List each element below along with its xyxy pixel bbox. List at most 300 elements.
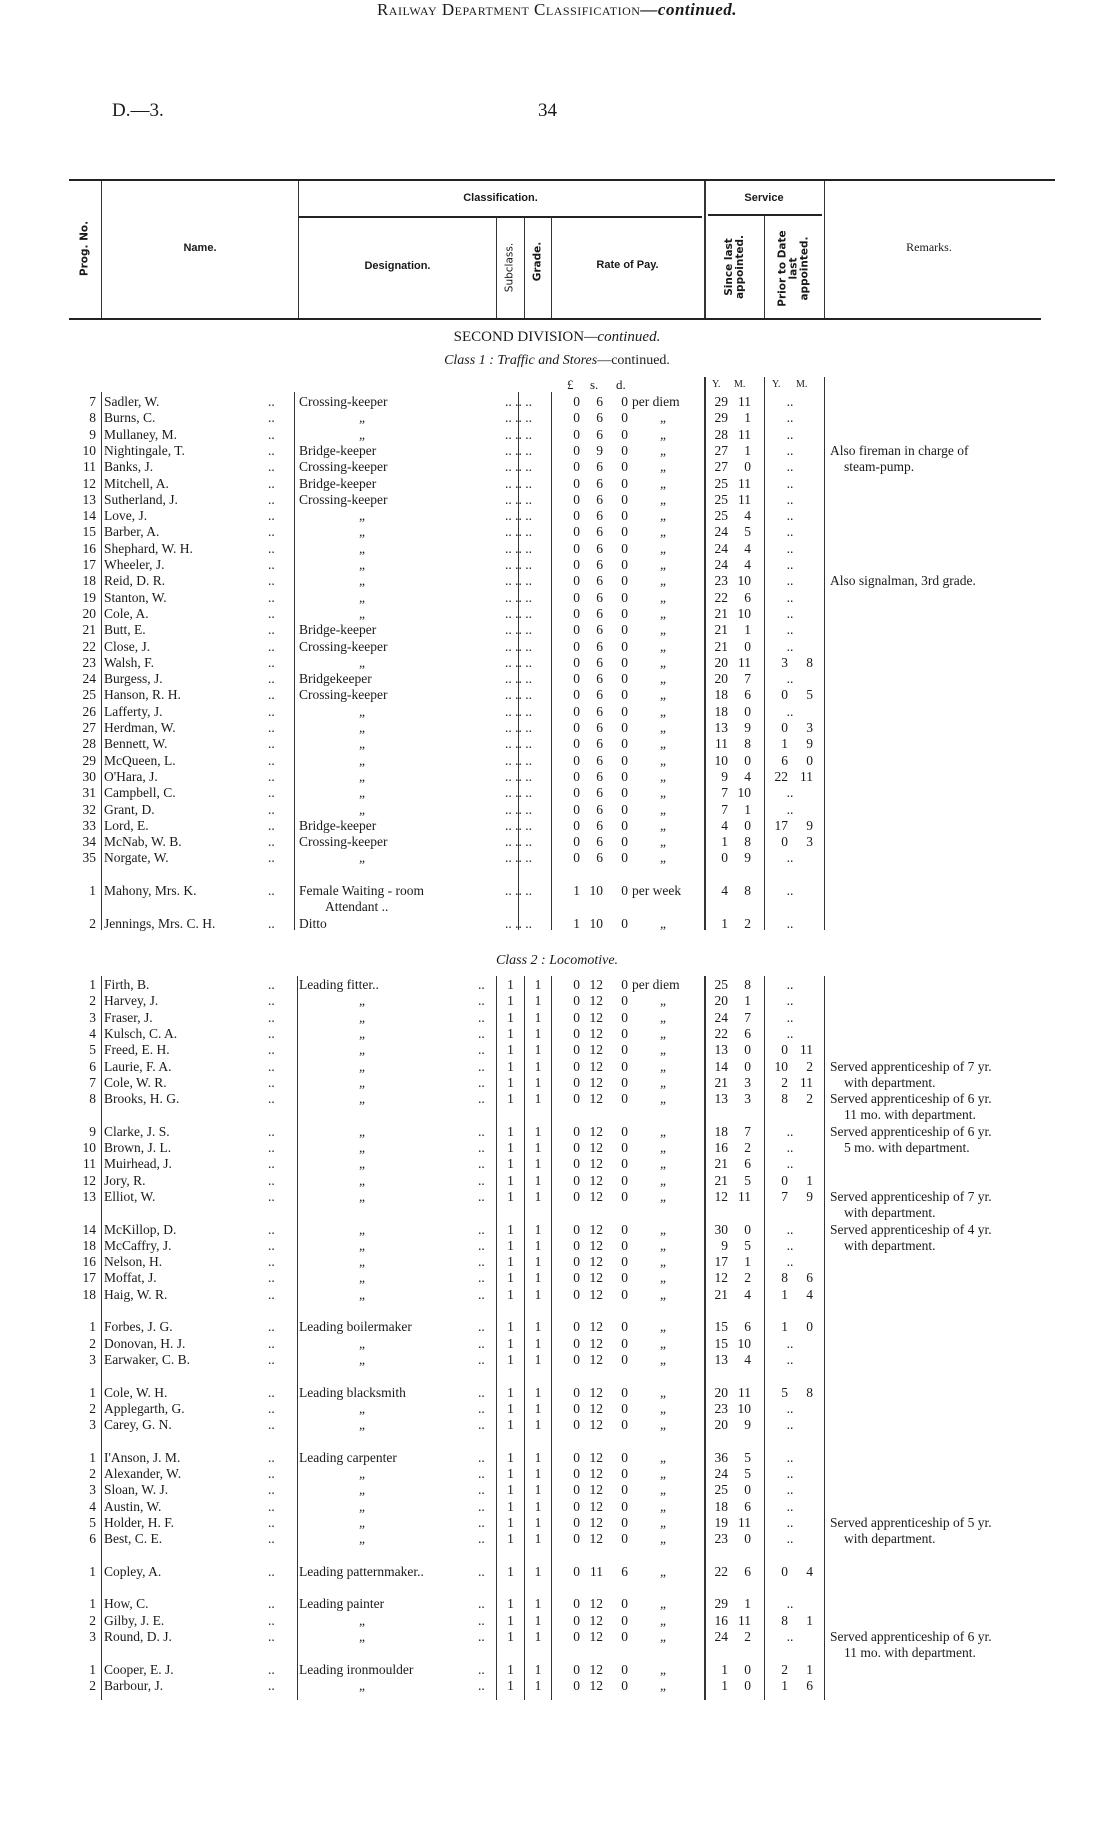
leader-dots: .. [268, 1042, 275, 1058]
pay-pounds: 0 [573, 1009, 580, 1025]
prog-no: 20 [82, 605, 96, 621]
grade: 1 [534, 1025, 542, 1041]
pay-unit-ditto: „ [660, 1172, 666, 1188]
prog-no: 1 [89, 1319, 96, 1335]
designation-ditto: „ [359, 1351, 365, 1367]
leader-dots: .. [478, 1335, 485, 1351]
pay-unit: per diem [632, 394, 680, 409]
prog-no: 30 [82, 768, 96, 784]
since-months-label: M. [734, 379, 746, 390]
grade: 1 [534, 1596, 542, 1612]
pay-pounds: 0 [573, 1498, 580, 1514]
pay-pence: 0 [621, 752, 628, 768]
leader-dots: .. [478, 1677, 485, 1693]
pay-pounds: 0 [573, 1188, 580, 1204]
leader-dots: .. .. .. [505, 736, 532, 752]
designation-ditto: „ [359, 1237, 365, 1253]
pay-unit-ditto: „ [660, 1074, 666, 1090]
pay-unit-ditto: „ [660, 1417, 666, 1433]
page-number: 34 [538, 100, 557, 121]
since-months: 1 [744, 993, 751, 1009]
subclass: 1 [507, 1058, 514, 1074]
leader-dots: .. [268, 768, 275, 784]
leader-dots: .. [268, 687, 275, 703]
pay-unit-ditto: „ [660, 1563, 666, 1579]
since-years: 4 [721, 883, 728, 898]
prior-years: 0 [781, 1563, 788, 1579]
pay-shillings: 6 [596, 589, 603, 605]
designation: Bridge-keeper [299, 817, 377, 833]
designation: Crossing-keeper [299, 459, 388, 475]
since-months: 4 [744, 768, 751, 784]
pay-pence: 0 [621, 410, 628, 426]
designation-ditto: „ [359, 1629, 365, 1644]
prog-no: 5 [89, 1042, 96, 1058]
leader-dots: .. [268, 834, 275, 850]
table-row [0, 1564, 1114, 1580]
pay-unit-ditto: „ [660, 459, 666, 475]
since-years: 18 [714, 703, 728, 719]
prior-months: 5 [806, 687, 813, 703]
leader-dots: .. [478, 1482, 485, 1498]
leader-dots: .. .. .. [505, 883, 532, 898]
designation-ditto: „ [359, 508, 365, 524]
table-row [0, 1662, 1114, 1678]
prior-none: .. [786, 1596, 794, 1612]
prior-none: .. [786, 1140, 794, 1155]
pay-unit-ditto: „ [660, 1531, 666, 1547]
pay-shillings: 6 [596, 850, 603, 866]
since-years: 21 [714, 622, 728, 638]
table-row [0, 1124, 1114, 1140]
pay-pence: 0 [621, 1351, 628, 1367]
designation-ditto: „ [359, 1466, 365, 1481]
subclass: 1 [507, 1596, 514, 1612]
since-years: 19 [714, 1514, 728, 1530]
table-row [0, 410, 1114, 426]
table-row [0, 1629, 1114, 1645]
leader-dots: .. [478, 1091, 485, 1107]
name: Banks, J. [104, 459, 154, 475]
prog-no: 31 [82, 785, 96, 801]
prog-no: 6 [89, 1058, 96, 1074]
leader-dots: .. [268, 540, 275, 556]
since-years: 17 [714, 1254, 728, 1270]
leader-dots: .. .. .. [505, 491, 532, 507]
pay-pence: 0 [621, 1156, 628, 1172]
name: Cole, W. H. [104, 1384, 168, 1400]
grade: 1 [534, 1482, 542, 1498]
since-months: 1 [744, 410, 751, 426]
section-title-text: Class 1 : Traffic and Stores [444, 353, 598, 368]
pay-unit-ditto: „ [660, 720, 666, 735]
table-row-continuation [0, 867, 1114, 883]
name: O'Hara, J. [104, 768, 158, 784]
designation-ditto: „ [359, 1417, 365, 1433]
subclass: 1 [507, 1009, 514, 1025]
pay-shillings: 6 [596, 394, 603, 409]
since-months: 0 [744, 638, 751, 654]
pay-shillings: 10 [589, 883, 603, 898]
designation-ditto: „ [359, 1400, 365, 1416]
subclass: 1 [507, 1417, 514, 1433]
grade: 1 [534, 1466, 542, 1481]
title-main: Railway Department Classification [376, 0, 641, 19]
pay-unit-ditto: „ [660, 573, 666, 589]
prog-no: 27 [82, 720, 96, 735]
designation-ditto: „ [359, 1140, 365, 1155]
pay-pence: 0 [621, 1221, 628, 1237]
pay-pounds: 0 [573, 1091, 580, 1107]
pay-pounds: 0 [573, 1172, 580, 1188]
prior-years: 1 [781, 1319, 788, 1335]
leader-dots: .. [478, 1221, 485, 1237]
leader-dots: .. [478, 1400, 485, 1416]
pay-pounds: 1 [573, 883, 580, 898]
subclass: 1 [507, 1449, 514, 1465]
table-row [0, 459, 1114, 475]
pay-shillings: 12 [589, 1254, 603, 1270]
remarks: 11 mo. with department. [844, 1107, 976, 1123]
since-years: 27 [714, 459, 728, 475]
table-row [0, 427, 1114, 443]
pay-pounds: 0 [573, 1254, 580, 1270]
pay-pounds: 0 [573, 1466, 580, 1481]
prog-no: 1 [89, 1449, 96, 1465]
leader-dots: .. [268, 752, 275, 768]
designation-ditto: „ [359, 1254, 365, 1270]
remarks: Also fireman in charge of [830, 442, 969, 458]
prog-no: 28 [82, 736, 96, 752]
pay-pence: 0 [621, 1661, 628, 1677]
prior-none: .. [786, 1156, 794, 1172]
since-years: 20 [714, 671, 728, 687]
designation-continuation: Attendant .. [325, 899, 389, 915]
leader-dots: .. [478, 1596, 485, 1612]
table-row [0, 834, 1114, 850]
grade: 1 [534, 1188, 542, 1204]
leader-dots: .. .. .. [505, 605, 532, 621]
leader-dots: .. [268, 589, 275, 605]
pay-shillings: 6 [596, 785, 603, 801]
prior-months: 3 [806, 720, 813, 735]
subclass: 1 [507, 1091, 514, 1107]
since-months: 4 [744, 540, 751, 556]
pay-pounds: 0 [573, 720, 580, 735]
designation-ditto: „ [359, 410, 365, 426]
since-years: 24 [714, 557, 728, 572]
leader-dots: .. [268, 817, 275, 833]
since-years: 21 [714, 1074, 728, 1090]
since-years-label: Y. [712, 379, 721, 390]
table-row [0, 557, 1114, 573]
since-months: 0 [744, 1531, 751, 1547]
prior-years: 0 [781, 1042, 788, 1058]
pay-unit-ditto: „ [660, 1188, 666, 1204]
name: Holder, H. F. [104, 1514, 174, 1530]
since-months: 1 [744, 801, 751, 817]
subclass: 1 [507, 1335, 514, 1351]
table-row [0, 1596, 1114, 1612]
prior-none: .. [786, 785, 794, 801]
prior-none: .. [786, 1123, 794, 1139]
since-years: 28 [714, 426, 728, 442]
pay-pounds: 0 [573, 1596, 580, 1612]
leader-dots: .. [268, 1025, 275, 1041]
remarks: with department. [844, 1531, 936, 1547]
pay-pence: 0 [621, 768, 628, 784]
since-months: 9 [744, 720, 751, 735]
since-months: 0 [744, 703, 751, 719]
header-top-rule [69, 179, 1055, 181]
name: Butt, E. [104, 622, 146, 638]
grade: 1 [534, 1009, 542, 1025]
pay-shillings: 12 [589, 1172, 603, 1188]
since-months: 4 [744, 557, 751, 572]
prior-none: .. [786, 1009, 794, 1025]
leader-dots: .. [268, 1058, 275, 1074]
since-years: 11 [715, 736, 728, 752]
since-months: 8 [744, 883, 751, 898]
prior-none: .. [786, 605, 794, 621]
prog-no: 2 [89, 915, 96, 931]
name: Applegarth, G. [104, 1400, 185, 1416]
name: Mullaney, M. [104, 426, 177, 442]
pay-shillings: 6 [596, 671, 603, 687]
remarks: Also signalman, 3rd grade. [830, 573, 976, 589]
name: Sadler, W. [104, 394, 160, 409]
pay-unit-ditto: „ [660, 1254, 666, 1270]
pay-unit-ditto: „ [660, 524, 666, 540]
title-suffix: —continued. [640, 0, 738, 19]
pay-pounds: 0 [573, 1140, 580, 1155]
table-row [0, 883, 1114, 899]
pay-pounds: 0 [573, 491, 580, 507]
pay-unit-ditto: „ [660, 1514, 666, 1530]
pay-pence: 0 [621, 671, 628, 687]
pay-pounds: 0 [573, 1237, 580, 1253]
designation-ditto: „ [359, 540, 365, 556]
leader-dots: .. [268, 1091, 275, 1107]
since-months: 10 [737, 605, 751, 621]
pay-unit-ditto: „ [660, 752, 666, 768]
name: Close, J. [104, 638, 151, 654]
grade: 1 [534, 1612, 542, 1628]
leader-dots: .. .. .. [505, 768, 532, 784]
table-row [0, 1140, 1114, 1156]
pay-shillings: 12 [589, 1498, 603, 1514]
leader-dots: .. [268, 491, 275, 507]
pay-unit-ditto: „ [660, 622, 666, 638]
prior-none: .. [786, 1351, 794, 1367]
leader-dots: .. [478, 1629, 485, 1644]
name: Walsh, F. [104, 654, 154, 670]
prog-no: 1 [89, 977, 96, 992]
since-years: 24 [714, 524, 728, 540]
pay-pence: 0 [621, 1254, 628, 1270]
table-row [0, 639, 1114, 655]
prior-years: 22 [774, 768, 788, 784]
designation-ditto: „ [359, 785, 365, 801]
header-since-last-appointed: Since last appointed. [723, 234, 746, 300]
pay-pounds: 1 [573, 915, 580, 931]
since-months: 0 [744, 459, 751, 475]
prior-none: .. [786, 993, 794, 1009]
leader-dots: .. [268, 1270, 275, 1286]
pay-pounds: 0 [573, 834, 580, 850]
prior-years: 8 [781, 1270, 788, 1286]
pay-pounds: 0 [573, 1629, 580, 1644]
since-months: 2 [744, 1629, 751, 1644]
prog-no: 22 [82, 638, 96, 654]
pay-pence: 0 [621, 1188, 628, 1204]
leader-dots: .. [268, 1677, 275, 1693]
prog-no: 2 [89, 1466, 96, 1481]
name: Best, C. E. [104, 1531, 163, 1547]
grade: 1 [534, 1563, 542, 1579]
leader-dots: .. [478, 1286, 485, 1302]
prog-no: 34 [82, 834, 96, 850]
since-years: 29 [714, 394, 728, 409]
prior-none: .. [786, 1417, 794, 1433]
since-months: 1 [744, 1596, 751, 1612]
prog-no: 14 [82, 508, 96, 524]
subclass: 1 [507, 1237, 514, 1253]
since-years: 24 [714, 540, 728, 556]
leader-dots: .. [478, 1237, 485, 1253]
since-months: 2 [744, 1270, 751, 1286]
pay-unit-ditto: „ [660, 410, 666, 426]
prior-years: 2 [781, 1074, 788, 1090]
prior-months: 9 [806, 817, 813, 833]
since-years: 18 [714, 687, 728, 703]
pay-pence: 0 [621, 605, 628, 621]
since-months: 8 [744, 736, 751, 752]
pay-shillings: 6 [596, 768, 603, 784]
pay-shillings: 12 [589, 1466, 603, 1481]
leader-dots: .. [268, 1123, 275, 1139]
prior-years-label: Y. [772, 379, 781, 390]
header-classification: Classification. [463, 192, 538, 204]
designation-ditto: „ [359, 654, 365, 670]
pay-pounds: 0 [573, 671, 580, 687]
pay-pounds: 0 [573, 1449, 580, 1465]
pay-unit-ditto: „ [660, 1140, 666, 1155]
since-months: 7 [744, 671, 751, 687]
leader-dots: .. .. .. [505, 394, 532, 409]
grade: 1 [534, 1661, 542, 1677]
leader-dots: .. [268, 573, 275, 589]
pay-pence: 0 [621, 1042, 628, 1058]
prog-no: 3 [89, 1629, 96, 1644]
prior-years: 1 [781, 1677, 788, 1693]
pay-shillings: 12 [589, 1025, 603, 1041]
pay-pounds: 0 [573, 1123, 580, 1139]
since-years: 21 [714, 1172, 728, 1188]
division-title-suffix: —continued. [584, 329, 661, 345]
prior-none: .. [786, 1466, 794, 1481]
name: Freed, E. H. [104, 1042, 170, 1058]
table-row [0, 1010, 1114, 1026]
pay-shillings: 12 [589, 1612, 603, 1628]
pay-unit-ditto: „ [660, 1156, 666, 1172]
grade: 1 [534, 1531, 542, 1547]
pay-pounds: 0 [573, 605, 580, 621]
pay-pounds: 0 [573, 1514, 580, 1530]
leader-dots: .. .. .. [505, 671, 532, 687]
since-years: 13 [714, 1042, 728, 1058]
prior-none: .. [786, 442, 794, 458]
subclass: 1 [507, 1172, 514, 1188]
prior-years: 0 [781, 720, 788, 735]
pay-shillings: 6 [596, 703, 603, 719]
since-years: 25 [714, 508, 728, 524]
name: Love, J. [104, 508, 148, 524]
designation-ditto: „ [359, 1514, 365, 1530]
since-months: 5 [744, 1237, 751, 1253]
leader-dots: .. [268, 720, 275, 735]
since-years: 9 [721, 768, 728, 784]
designation: Leading fitter.. [299, 977, 379, 992]
leader-dots: .. [268, 736, 275, 752]
since-months: 1 [744, 442, 751, 458]
prog-no: 16 [82, 540, 96, 556]
grade: 1 [534, 1058, 542, 1074]
prior-none: .. [786, 394, 794, 409]
prior-months: 11 [800, 1074, 813, 1090]
since-years: 1 [721, 1677, 728, 1693]
since-months: 7 [744, 1009, 751, 1025]
pay-pounds: 0 [573, 540, 580, 556]
pay-shillings: 12 [589, 1123, 603, 1139]
pay-unit-ditto: „ [660, 1009, 666, 1025]
leader-dots: .. [268, 410, 275, 426]
grade: 1 [534, 1221, 542, 1237]
pay-shillings: 12 [589, 1596, 603, 1612]
since-months: 10 [737, 785, 751, 801]
since-months: 2 [744, 1140, 751, 1155]
name: How, C. [104, 1596, 149, 1612]
since-years: 7 [721, 785, 728, 801]
since-months: 5 [744, 1172, 751, 1188]
pay-pounds: 0 [573, 1270, 580, 1286]
since-years: 24 [714, 1629, 728, 1644]
pay-pounds: 0 [573, 622, 580, 638]
prog-no: 17 [82, 1270, 96, 1286]
table-row [0, 704, 1114, 720]
prog-no: 1 [89, 1596, 96, 1612]
leader-dots: .. .. .. [505, 622, 532, 638]
table-row [0, 1059, 1114, 1075]
pay-shillings: 12 [589, 1156, 603, 1172]
name: Cole, A. [104, 605, 149, 621]
pay-pence: 0 [621, 491, 628, 507]
grade: 1 [534, 1335, 542, 1351]
name: McQueen, L. [104, 752, 176, 768]
prog-no: 19 [82, 589, 96, 605]
table-row [0, 1515, 1114, 1531]
pay-shillings: 6 [596, 524, 603, 540]
pay-shillings: 12 [589, 1140, 603, 1155]
pay-shillings: 6 [596, 459, 603, 475]
leader-dots: .. .. .. [505, 687, 532, 703]
header-bottom-rule [69, 318, 1041, 320]
since-months: 9 [744, 850, 751, 866]
pay-shillings: 12 [589, 1384, 603, 1400]
designation-ditto: „ [359, 752, 365, 768]
since-months: 11 [738, 426, 751, 442]
pay-shillings: 6 [596, 557, 603, 572]
